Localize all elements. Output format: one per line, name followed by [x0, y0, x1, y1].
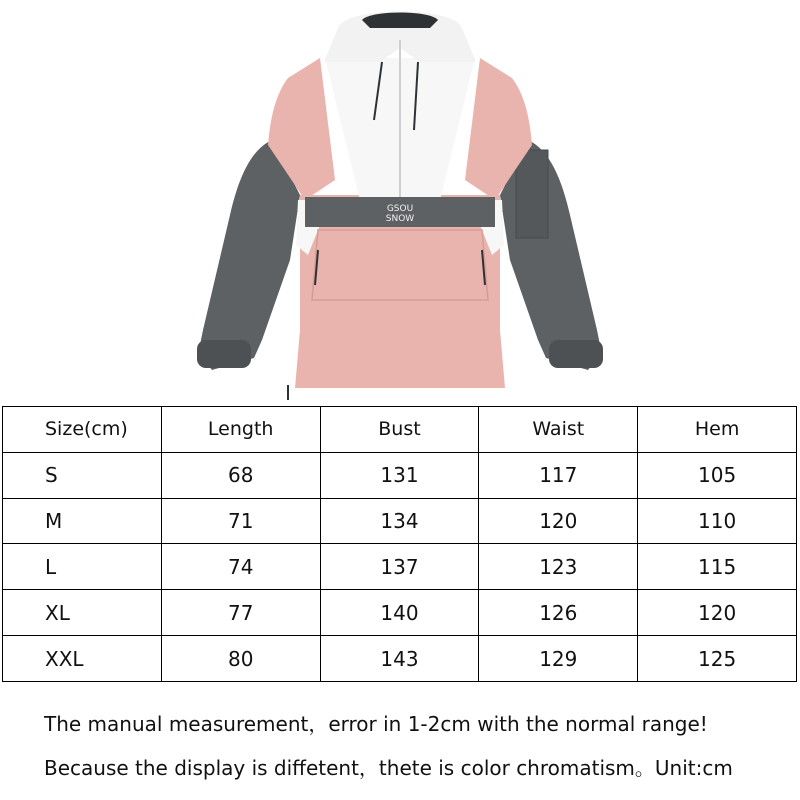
waist-cell: 126: [479, 590, 638, 636]
left-cuff: [197, 340, 251, 368]
header-cell: Bust: [320, 407, 479, 453]
hem-cell: 115: [638, 544, 797, 590]
hem-cell: 105: [638, 452, 797, 498]
length-cell: 74: [161, 544, 320, 590]
right-cuff: [549, 340, 603, 368]
brand-logo: GSOU: [386, 204, 414, 214]
bust-cell: 140: [320, 590, 479, 636]
waist-cell: 120: [479, 498, 638, 544]
hem-cell: 110: [638, 498, 797, 544]
length-cell: 71: [161, 498, 320, 544]
size-chart-table: [2, 406, 797, 682]
bust-cell: 137: [320, 544, 479, 590]
left-sleeve: [199, 140, 300, 370]
table-row: [3, 636, 797, 682]
brand-logo-2: SNOW: [385, 214, 415, 224]
bust-cell: 143: [320, 636, 479, 682]
length-cell: 80: [161, 636, 320, 682]
table-row: [3, 452, 797, 498]
header-cell: Size(cm): [3, 407, 162, 453]
sleeve-pocket: [516, 150, 548, 238]
header-cell: Waist: [479, 407, 638, 453]
right-sleeve: [500, 140, 601, 370]
header-cell: Length: [161, 407, 320, 453]
size-cell: XXL: [3, 636, 162, 682]
waist-cell: 123: [479, 544, 638, 590]
waist-cell: 117: [479, 452, 638, 498]
hem-cell: 125: [638, 636, 797, 682]
bust-cell: 134: [320, 498, 479, 544]
table-header-row: [3, 407, 797, 453]
table-row: [3, 544, 797, 590]
bust-cell: 131: [320, 452, 479, 498]
size-cell: M: [3, 498, 162, 544]
size-cell: L: [3, 544, 162, 590]
table-row: [3, 498, 797, 544]
hem-cell: 120: [638, 590, 797, 636]
size-cell: XL: [3, 590, 162, 636]
measurement-note: The manual measurement，error in 1-2cm with the normal range!: [44, 712, 708, 736]
length-cell: 68: [161, 452, 320, 498]
color-note: Because the display is diffetent，thete is color chromatism。Unit:cm: [44, 756, 733, 780]
length-cell: 77: [161, 590, 320, 636]
table-row: [3, 590, 797, 636]
waist-cell: 129: [479, 636, 638, 682]
size-cell: S: [3, 452, 162, 498]
header-cell: Hem: [638, 407, 797, 453]
